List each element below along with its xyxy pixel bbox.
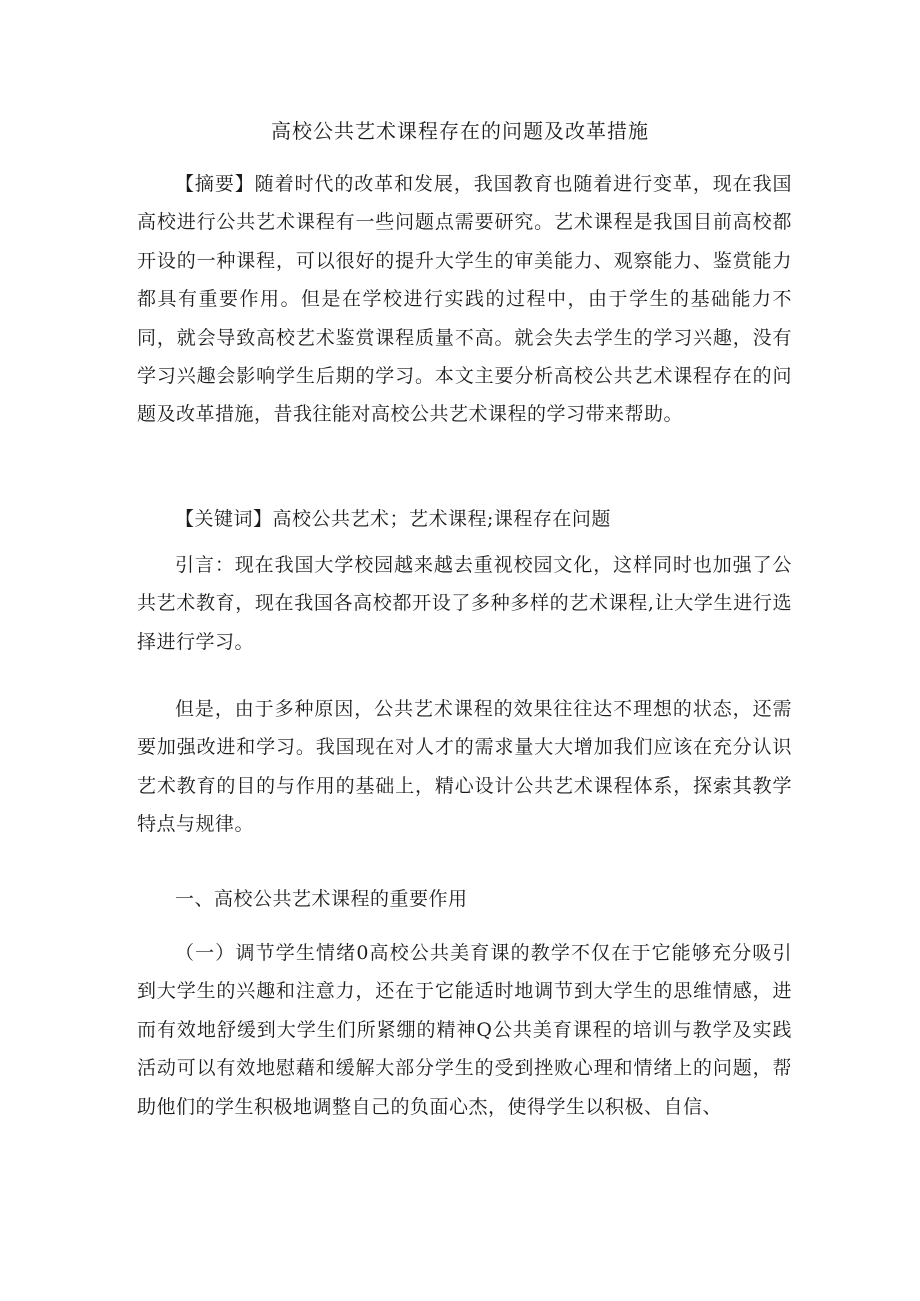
subsection-paragraph: （一）调节学生情绪0高校公共美育课的教学不仅在于它能够充分吸引到大学生的兴趣和注意力，还在于它能适时地调节到大学生的思维情感，进而有效地舒缓到大学生们所紧绷的精神Q公共美育课程的培训与教学及实践活动可以有效地慰藉和缓解大部分学生的受到挫败心理和情绪上的问题，帮助他们的学生积极地调整自己的负面心杰，使得学生以积极、自信、 <box>137 942 792 1118</box>
document-title: 高校公共艺术课程存在的问题及改革措施 <box>271 119 649 143</box>
keywords-line: 【关键词】高校公共艺术；艺术课程;课程存在问题 <box>175 508 611 530</box>
body-paragraph: 但是，由于多种原因，公共艺术课程的效果往往达不理想的状态，还需要加强改进和学习。我国现在对人才的需求量大大增加我们应该在充分认识艺术教育的目的与作用的基础上，精心设计公共艺术课程体系，探索其教学特点与规律。 <box>137 698 792 836</box>
abstract-paragraph: 【摘要】随着时代的改革和发展，我国教育也随着进行变革，现在我国高校进行公共艺术课程有一些问题点需要研究。艺术课程是我国目前高校都开设的一种课程，可以很好的提升大学生的审美能力、观察能力、鉴赏能力都具有重要作用。但是在学校进行实践的过程中，由于学生的基础能力不同，就会导致高校艺术鉴赏课程质量不高。就会失去学生的学习兴趣，没有学习兴趣会影响学生后期的学习。本文主要分析高校公共艺术课程存在的问题及改革措施，昔我往能对高校公共艺术课程的学习带来帮助。 <box>137 173 792 426</box>
intro-paragraph: 引言：现在我国大学校园越来越去重视校园文化，这样同时也加强了公共艺术教育，现在我国各高校都开设了多种多样的艺术课程,让大学生进行选择进行学习。 <box>137 554 792 653</box>
section-heading: 一、高校公共艺术课程的重要作用 <box>175 888 468 910</box>
